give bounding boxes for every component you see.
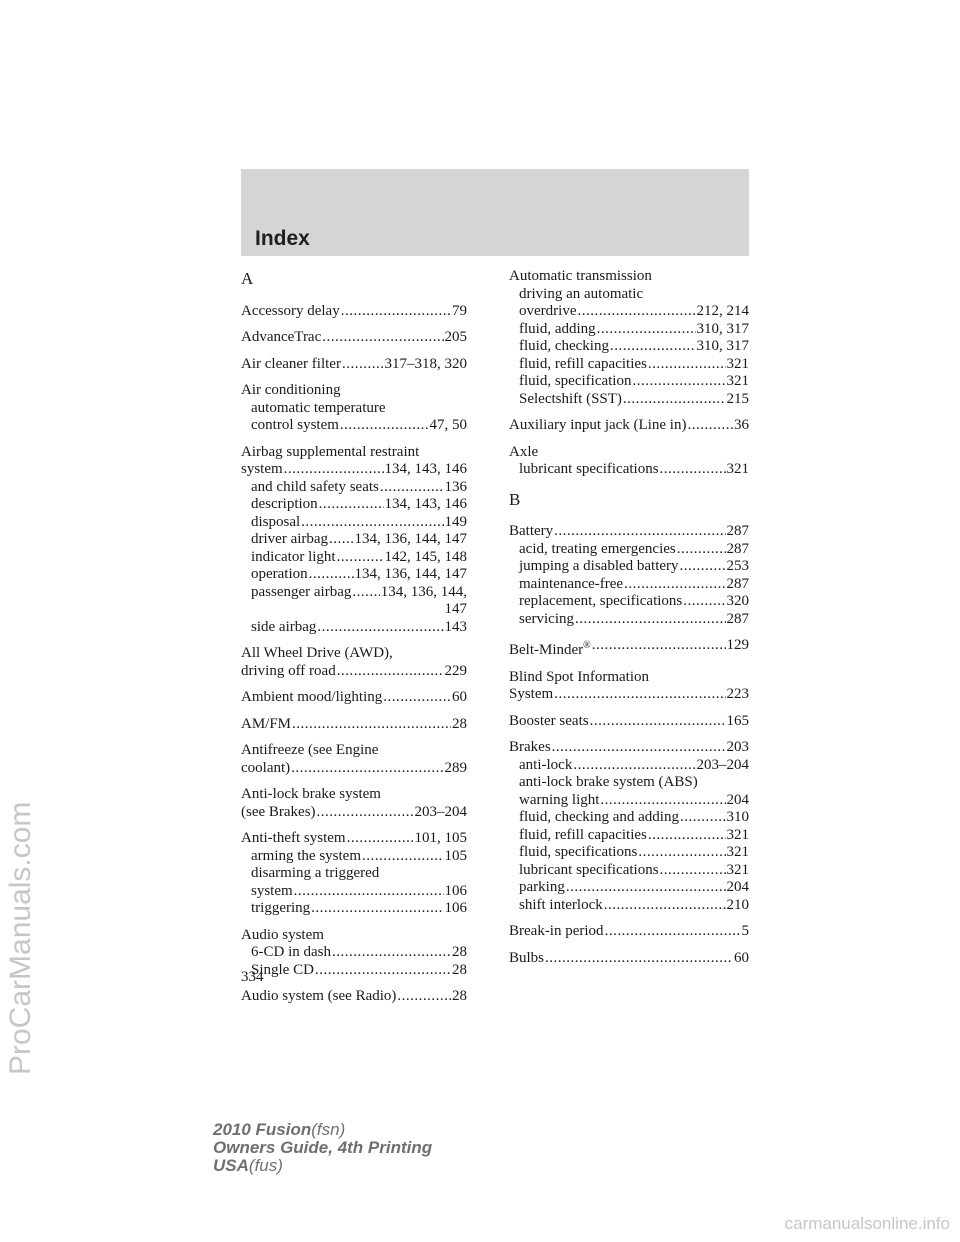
entry-subterm: fluid, specification bbox=[519, 373, 632, 389]
entry-page: 28 bbox=[452, 988, 467, 1004]
entry-page: 149 bbox=[444, 513, 467, 530]
entry-page: 36 bbox=[734, 417, 749, 433]
entry-subterm: control system bbox=[251, 417, 339, 433]
entry-page: 134, 136, 144, bbox=[380, 583, 467, 600]
entry-subterm: fluid, specifications bbox=[519, 844, 638, 860]
entry-page: 134, 136, 144, 147 bbox=[354, 566, 467, 582]
entry-term: Audio system (see Radio) bbox=[241, 988, 397, 1004]
side-watermark: ProCarManuals.com bbox=[4, 801, 37, 1075]
index-entry bbox=[241, 786, 467, 821]
entry-page-continued: 147 bbox=[444, 601, 467, 617]
entry-term: Booster seats bbox=[509, 712, 589, 729]
entry-subterm: operation bbox=[251, 566, 308, 582]
entry-subterm: anti-lock bbox=[519, 756, 573, 773]
footer bbox=[213, 1121, 432, 1175]
index-entry bbox=[241, 988, 467, 1006]
index-entry bbox=[509, 268, 749, 408]
entry-subterm: description bbox=[251, 496, 318, 512]
index-entry bbox=[241, 444, 467, 637]
entry-term: Anti-theft system bbox=[241, 830, 346, 846]
entry-page: 129 bbox=[726, 637, 749, 653]
footer-edition: Owners Guide, 4th Printing bbox=[213, 1138, 433, 1157]
entry-page: 320 bbox=[726, 593, 749, 609]
footer-market: USA bbox=[213, 1156, 249, 1175]
entry-term: Blind Spot Information bbox=[509, 668, 649, 685]
entry-subterm: fluid, checking and adding bbox=[519, 809, 679, 825]
entry-subterm: triggering bbox=[251, 900, 311, 916]
page-number: 334 bbox=[241, 969, 264, 985]
entry-page: 143 bbox=[444, 618, 467, 635]
entry-term: Axle bbox=[509, 443, 539, 460]
entry-page: 106 bbox=[444, 900, 467, 916]
entry-subterm: anti-lock brake system (ABS) bbox=[519, 774, 698, 790]
header-band bbox=[241, 169, 749, 256]
entry-page: 203–204 bbox=[414, 803, 467, 820]
index-entry bbox=[241, 716, 467, 734]
entry-subterm: indicator light bbox=[251, 548, 336, 565]
entry-page: 317–318, 320 bbox=[384, 355, 467, 372]
entry-subterm: overdrive bbox=[519, 303, 577, 319]
entry-term: Brakes bbox=[509, 739, 551, 755]
entry-page: 321 bbox=[726, 844, 749, 860]
entry-page: 134, 143, 146 bbox=[384, 496, 467, 512]
entry-subterm: lubricant specifications bbox=[519, 461, 659, 477]
entry-page: 253 bbox=[726, 558, 749, 574]
entry-term: Accessory delay bbox=[241, 302, 340, 319]
index-entry bbox=[241, 689, 467, 707]
index-entry bbox=[241, 830, 467, 918]
entry-page: 60 bbox=[734, 949, 749, 966]
entry-page: 105 bbox=[444, 847, 467, 864]
registered-mark: ® bbox=[583, 640, 591, 651]
entry-page: 203–204 bbox=[696, 756, 749, 773]
entry-term: Auxiliary input jack (Line in) bbox=[509, 417, 687, 433]
index-entry bbox=[509, 923, 749, 941]
entry-subterm: fluid, checking bbox=[519, 338, 609, 354]
entry-page: 287 bbox=[726, 523, 749, 539]
entry-subterm: disarming a triggered bbox=[251, 865, 380, 881]
entry-subterm: warning light bbox=[519, 791, 600, 808]
entry-term: System bbox=[509, 686, 554, 702]
entry-term: Air cleaner filter bbox=[241, 355, 341, 372]
entry-page: 5 bbox=[741, 923, 749, 939]
section-letter-a: A bbox=[241, 269, 254, 288]
entry-page: 136 bbox=[444, 478, 467, 495]
index-column-right bbox=[509, 268, 749, 976]
entry-subterm: arming the system bbox=[251, 847, 361, 864]
entry-subterm: maintenance-free bbox=[519, 575, 624, 592]
entry-page: 165 bbox=[726, 712, 749, 729]
bottom-watermark: carmanualsonline.info bbox=[784, 1214, 950, 1233]
entry-page: 101, 105 bbox=[414, 830, 467, 846]
entry-page: 60 bbox=[452, 689, 467, 705]
entry-page: 47, 50 bbox=[429, 417, 467, 433]
entry-subterm: fluid, refill capacities bbox=[519, 826, 647, 843]
index-entry bbox=[241, 645, 467, 680]
entry-page: 134, 143, 146 bbox=[384, 461, 467, 477]
entry-term: Audio system bbox=[241, 926, 324, 943]
entry-subterm: 6-CD in dash bbox=[251, 944, 331, 960]
entry-term: Ambient mood/lighting bbox=[241, 689, 383, 705]
entry-term: driving off road bbox=[241, 662, 336, 679]
entry-subterm: shift interlock bbox=[519, 896, 603, 913]
index-entry bbox=[509, 739, 749, 914]
entry-term: Airbag supplemental restraint bbox=[241, 443, 420, 460]
index-entry bbox=[509, 523, 749, 628]
entry-page: 321 bbox=[726, 461, 749, 477]
entry-page: 142, 145, 148 bbox=[384, 548, 467, 565]
entry-subterm: automatic temperature bbox=[251, 399, 386, 416]
entry-page: 79 bbox=[452, 302, 467, 319]
entry-page: 321 bbox=[726, 355, 749, 372]
index-entry bbox=[509, 669, 749, 704]
entry-page: 310 bbox=[726, 809, 749, 825]
index-entry bbox=[241, 303, 467, 321]
index-entry bbox=[509, 950, 749, 968]
entry-subterm: fluid, adding bbox=[519, 320, 596, 337]
entry-subterm: driver airbag bbox=[251, 531, 329, 547]
entry-page: 28 bbox=[452, 715, 467, 732]
entry-page: 321 bbox=[726, 826, 749, 843]
entry-page: 289 bbox=[444, 759, 467, 776]
index-entry bbox=[241, 382, 467, 435]
index-entry bbox=[509, 637, 749, 660]
entry-term: coolant) bbox=[241, 759, 291, 776]
footer-model: 2010 Fusion bbox=[213, 1120, 312, 1139]
entry-subterm: and child safety seats bbox=[251, 478, 379, 495]
entry-term: Automatic transmission bbox=[509, 268, 652, 284]
entry-page: 210 bbox=[726, 896, 749, 913]
entry-subterm: replacement, specifications bbox=[519, 593, 683, 609]
entry-page: 134, 136, 144, 147 bbox=[354, 531, 467, 547]
page-title: Index bbox=[255, 227, 310, 250]
entry-subterm: parking bbox=[519, 879, 565, 895]
entry-subterm: Single CD bbox=[251, 961, 314, 978]
entry-page: 321 bbox=[726, 373, 749, 389]
entry-page: 205 bbox=[444, 329, 467, 345]
entry-term: All Wheel Drive (AWD), bbox=[241, 645, 393, 661]
entry-term: Antifreeze (see Engine bbox=[241, 742, 379, 758]
entry-subterm: system bbox=[251, 882, 293, 899]
entry-subterm: driving an automatic bbox=[519, 285, 644, 302]
entry-term: Anti-lock brake system bbox=[241, 786, 381, 802]
entry-page: 310, 317 bbox=[696, 338, 749, 354]
index-entry bbox=[241, 742, 467, 777]
footer-market-code: (fus) bbox=[248, 1156, 283, 1175]
entry-page: 229 bbox=[444, 662, 467, 679]
entry-page: 223 bbox=[726, 686, 749, 702]
entry-term: Bulbs bbox=[509, 949, 545, 966]
entry-page: 287 bbox=[726, 540, 749, 557]
entry-page: 28 bbox=[452, 944, 467, 960]
entry-subterm: jumping a disabled battery bbox=[519, 558, 679, 574]
entry-term: AdvanceTrac bbox=[241, 329, 322, 345]
entry-term: Battery bbox=[509, 523, 554, 539]
entry-subterm: passenger airbag bbox=[251, 583, 352, 600]
entry-subterm: disposal bbox=[251, 513, 301, 530]
entry-term: AM/FM bbox=[241, 715, 292, 732]
entry-subterm: Selectshift (SST) bbox=[519, 390, 622, 407]
entry-page: 204 bbox=[726, 879, 749, 895]
entry-page: 204 bbox=[726, 791, 749, 808]
index-entry bbox=[241, 927, 467, 980]
entry-page: 212, 214 bbox=[696, 303, 749, 319]
entry-term: Break-in period bbox=[509, 923, 604, 939]
section-letter-b: B bbox=[509, 489, 521, 509]
entry-page: 28 bbox=[452, 961, 467, 978]
entry-subterm: lubricant specifications bbox=[519, 861, 659, 878]
index-entry bbox=[241, 329, 467, 347]
index-entry bbox=[241, 356, 467, 374]
index-entry bbox=[509, 713, 749, 731]
footer-model-code: (fsn) bbox=[311, 1120, 346, 1139]
entry-subterm: side airbag bbox=[251, 618, 317, 635]
entry-page: 203 bbox=[726, 739, 749, 755]
entry-term: system bbox=[241, 461, 283, 477]
entry-term: Air conditioning bbox=[241, 382, 341, 398]
entry-page: 321 bbox=[726, 861, 749, 878]
entry-term: (see Brakes) bbox=[241, 803, 316, 820]
index-column-left bbox=[241, 268, 467, 1015]
entry-page: 287 bbox=[726, 575, 749, 592]
entry-subterm: servicing bbox=[519, 610, 574, 627]
entry-subterm: acid, treating emergencies bbox=[519, 540, 676, 557]
index-entry bbox=[509, 417, 749, 435]
entry-page: 106 bbox=[444, 882, 467, 899]
entry-subterm: fluid, refill capacities bbox=[519, 355, 647, 372]
entry-term: Belt-Minder® bbox=[509, 640, 591, 658]
entry-page: 215 bbox=[726, 390, 749, 407]
entry-page: 310, 317 bbox=[696, 320, 749, 337]
index-entry bbox=[509, 444, 749, 479]
entry-page: 287 bbox=[726, 610, 749, 627]
